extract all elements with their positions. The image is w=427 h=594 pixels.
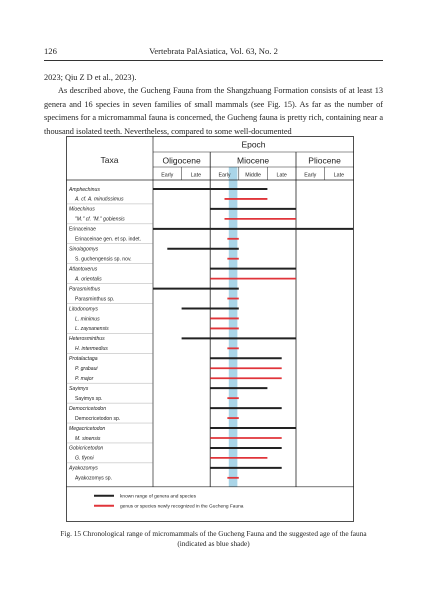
- taxon-label: Sinolagomys: [69, 246, 99, 253]
- taxon-label: L. zaysanensis: [75, 326, 109, 333]
- subepoch-label: Late: [190, 172, 202, 179]
- taxon-label: A. cf. A. minutissimus: [75, 196, 124, 203]
- subepoch-label: Late: [333, 172, 345, 179]
- journal-title: Vertebrata PalAsiatica, Vol. 63, No. 2: [149, 46, 278, 56]
- taxon-label: S. guchengensis sp. nov.: [75, 256, 132, 263]
- taxon-label: Sayimys: [69, 385, 89, 392]
- taxon-label: Erinaceinae: [69, 226, 96, 233]
- taxon-label: Democricetodon: [69, 405, 107, 412]
- caption-line: (indicated as blue shade): [177, 538, 250, 548]
- taxon-label: G. flynni: [75, 455, 94, 462]
- taxon-label: L. minimus: [75, 316, 100, 323]
- caption-line: Fig. 15 Chronological range of micromammals of the Gucheng Fauna and the suggested age of the fauna: [60, 529, 367, 538]
- subepoch-label: Early: [161, 172, 174, 179]
- taxon-label: Parasminthus: [69, 286, 101, 293]
- taxon-label: Sayimys sp.: [75, 395, 103, 402]
- taxon-label: Ayakozomys: [69, 465, 98, 472]
- taxon-label: Mioechinus: [69, 206, 95, 213]
- taxon-label: Erinaceinae gen. et sp. indet.: [75, 236, 141, 243]
- taxon-label: Parasminthus sp.: [75, 296, 115, 303]
- legend-text: genus or species newly recognized in the Gucheng Fauna: [120, 504, 244, 510]
- taxon-label: Protalactaga: [69, 356, 98, 363]
- taxon-label: Heterosminthus: [69, 336, 105, 343]
- taxon-label: Litodonomys: [69, 306, 98, 313]
- body-text: [44, 71, 383, 138]
- epoch-label: Oligocene: [162, 155, 201, 166]
- subepoch-label: Late: [276, 172, 287, 179]
- paragraph: 2023; Qiu Z D et al., 2023).: [44, 73, 137, 82]
- taxon-label: Amphechinus: [69, 186, 100, 193]
- taxon-label: "M." cf. "M." gobiensis: [75, 216, 125, 223]
- taxon-label: Megacricetodon: [69, 425, 106, 432]
- subepoch-label: Early: [218, 172, 231, 179]
- subepoch-label: Early: [304, 172, 317, 179]
- epoch-label: Miocene: [237, 155, 270, 166]
- taxon-label: P. major: [75, 376, 94, 383]
- figure-caption: [44, 529, 383, 548]
- epoch-label: Pliocene: [308, 155, 341, 166]
- taxa-header: Taxa: [100, 155, 119, 165]
- range-chart: [66, 136, 354, 522]
- epoch-header: Epoch: [241, 139, 266, 150]
- taxon-label: Democricetodon sp.: [75, 415, 121, 422]
- taxon-label: M. sinensis: [75, 435, 101, 442]
- taxon-label: A. orientalis: [75, 276, 102, 283]
- page-number: 126: [44, 46, 57, 56]
- subepoch-label: Middle: [245, 172, 261, 179]
- taxon-label: P. grabaui: [75, 366, 98, 373]
- taxon-label: Atlantoxerus: [69, 266, 98, 273]
- taxon-label: H. intermedius: [75, 346, 108, 353]
- taxon-label: Ayakozomys sp.: [75, 475, 112, 482]
- paragraph: As described above, the Gucheng Fauna from the Shangzhuang Formation consists of at least 13 genera and 16 species in seven families of small mammals (see Fig. 15). As far as the number of specimens for a micromammal fauna is concerned, the Gucheng fauna is pretty rich, containing near a thousand isolated teeth. Nevertheless, compared to some well-documented: [44, 86, 383, 136]
- legend-text: known range of genera and species: [120, 494, 197, 500]
- running-header: [44, 46, 383, 58]
- header-rule: [44, 60, 383, 61]
- taxon-label: Gobicricetodon: [69, 445, 104, 452]
